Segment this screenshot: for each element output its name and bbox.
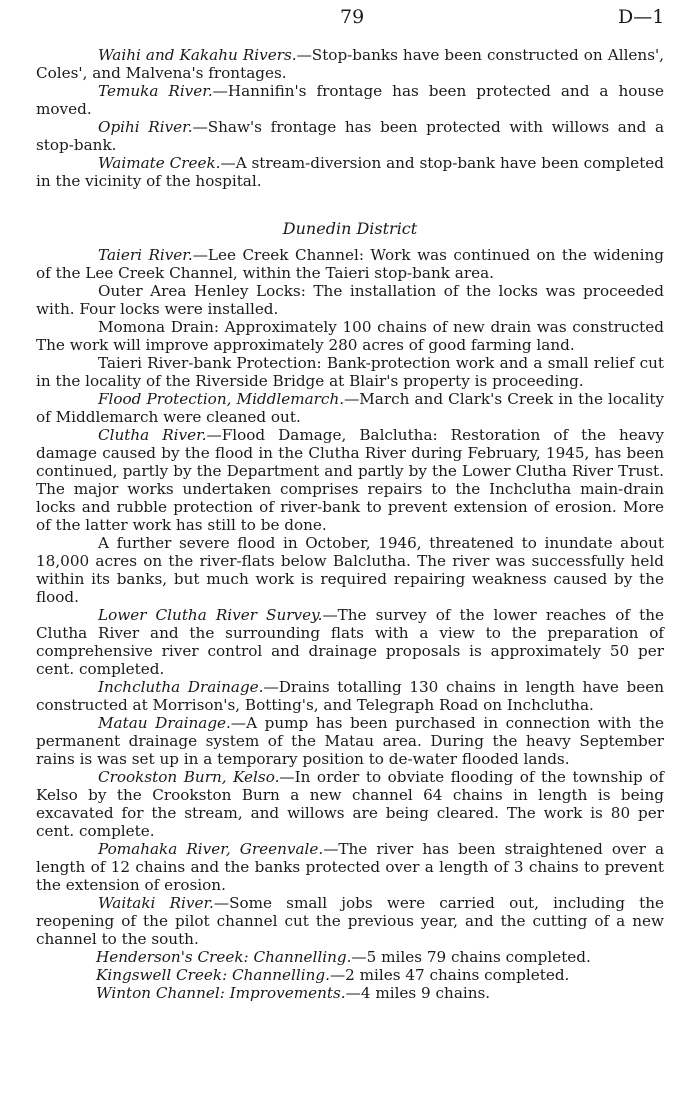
section-dunedin-district [0, 246, 664, 1002]
paragraph [36, 282, 664, 318]
paragraph-text: —Shaw's frontage has been protected with willows and a stop-bank. [36, 118, 664, 154]
paragraph-label: Waimate Creek. [98, 154, 221, 172]
paragraph-text: —The survey of the lower reaches of the Clutha River and the surrounding flats with a view to the preparation of comprehensive river control and drainage proposals is approximately 50 per cent. completed. [36, 606, 664, 678]
paragraph-text: Momona Drain: Approximately 100 chains of new drain was constructed The work will improve approximately 280 acres of good farming land. [36, 318, 664, 354]
paragraph-label: Crookston Burn, Kelso. [98, 768, 280, 786]
paragraph-text: A further severe flood in October, 1946, threatened to inundate about 18,000 acres on the river-flats below Balclutha. The river was successfully held within its banks, but much work is required repairing weakness caused by the flood. [36, 534, 664, 606]
paragraph [36, 154, 664, 190]
paragraph [36, 534, 664, 606]
paragraph [36, 606, 664, 678]
paragraph-text: —A pump has been purchased in connection with the permanent drainage system of the Matau area. During the heavy September rains is was set up in a temporary position to de-water flooded lands. [36, 714, 664, 768]
paragraph-text: —The river has been straightened over a length of 12 chains and the banks protected over a length of 3 chains to prevent the extension of erosion. [36, 840, 665, 894]
paragraph-label: Opihi River. [98, 118, 193, 136]
channelling-label: Winton Channel: Improvements. [96, 984, 346, 1002]
paragraph [36, 894, 664, 948]
document-code: D—1 [618, 6, 665, 28]
channelling-text: —4 miles 9 chains. [345, 984, 491, 1002]
paragraph-text: —Lee Creek Channel: Work was continued on the widening of the Lee Creek Channel, within the Taieri stop-bank area. [36, 246, 664, 282]
channelling-label: Kingswell Creek: Channelling. [96, 966, 330, 984]
paragraph-label: Waihi and Kakahu Rivers. [98, 46, 297, 64]
paragraph [36, 426, 664, 534]
paragraph [36, 714, 664, 768]
paragraph-label: Flood Protection, Middlemarch. [98, 390, 345, 408]
paragraph-text: —In order to obviate flooding of the township of Kelso by the Crookston Burn a new channel 64 chains in length is being excavated for the stream, and willows are being cleared. The work is 80 per cent. complete. [36, 768, 664, 840]
paragraph [36, 318, 664, 354]
channelling-text: —5 miles 79 chains completed. [351, 948, 591, 966]
section-canterbury-works [0, 46, 664, 190]
paragraph-text: —Hannifin's frontage has been protected and a house moved. [36, 82, 664, 118]
paragraph-label: Inchclutha Drainage. [98, 678, 264, 696]
document-body [0, 46, 700, 1002]
paragraph-text: Taieri River-bank Protection: Bank-protection work and a small relief cut in the locality of the Riverside Bridge at Blair's property is proceeding. [36, 354, 664, 390]
channelling-line [36, 984, 664, 1002]
channelling-line [36, 966, 664, 984]
paragraph-label: Lower Clutha River Survey. [98, 606, 323, 624]
paragraph-text: Outer Area Henley Locks: The installation of the locks was proceeded with. Four locks were installed. [36, 282, 664, 318]
paragraph-label: Temuka River. [98, 82, 213, 100]
paragraph-text: —A stream-diversion and stop-bank have been completed in the vicinity of the hospital. [36, 154, 665, 190]
paragraph-label: Pomahaka River, Greenvale. [98, 840, 324, 858]
paragraph [36, 678, 664, 714]
channelling-text: —2 miles 47 chains completed. [329, 966, 570, 984]
paragraph-text: —Stop-banks have been constructed on Allens', Coles', and Malvena's frontages. [36, 46, 664, 82]
paragraph-text: —Drains totalling 130 chains in length have been constructed at Morrison's, Botting's, and Telegraph Road on Inchclutha. [36, 678, 665, 714]
paragraph [36, 246, 664, 282]
paragraph-label: Waitaki River. [98, 894, 214, 912]
paragraph [36, 840, 664, 894]
paragraph [36, 390, 664, 426]
paragraph-label: Matau Drainage. [98, 714, 231, 732]
paragraph [36, 354, 664, 390]
paragraph-label: Taieri River. [98, 246, 193, 264]
channelling-label: Henderson's Creek: Channelling. [96, 948, 352, 966]
channelling-line [36, 948, 664, 966]
paragraph [36, 768, 664, 840]
paragraph-text: —Some small jobs were carried out, including the reopening of the pilot channel cut the previous year, and the cutting of a new channel to the south. [36, 894, 664, 948]
paragraph [36, 46, 664, 82]
paragraph-label: Clutha River. [98, 426, 207, 444]
paragraph-text: —Flood Damage, Balclutha: Restoration of the heavy damage caused by the flood in the Clutha River during February, 1945, has been continued, partly by the Department and partly by the Lower Clutha River Trust. The major works undertaken comprises repairs to the Inchclutha main-drain locks and rubble protection of river-bank to prevent extension of erosion. More of the latter work has still to be done. [36, 426, 664, 534]
paragraph-text: —March and Clark's Creek in the locality of Middlemarch were cleaned out. [36, 390, 665, 426]
district-heading: Dunedin District [282, 219, 418, 238]
page-number: 79 [340, 6, 365, 28]
paragraph [36, 82, 664, 118]
paragraph [36, 118, 664, 154]
